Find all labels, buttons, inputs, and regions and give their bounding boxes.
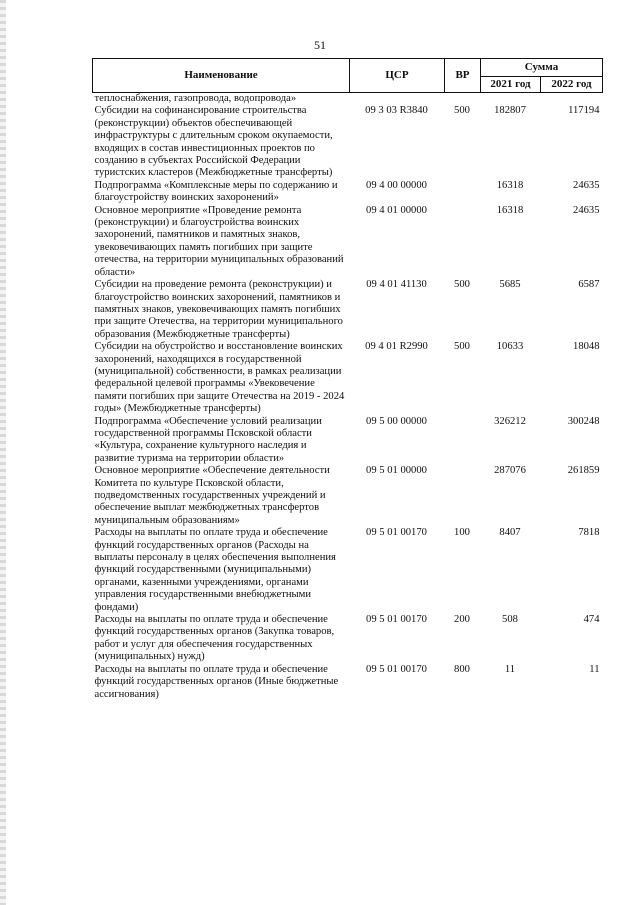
row-name: Подпрограмма «Обеспечение условий реализации государственной программы Псковской области «Культура, сохранение культурного наследия и развитие туризма на территории области»: [94, 415, 322, 464]
row-sum-2022: 11: [589, 663, 600, 675]
row-name: Расходы на выплаты по оплате труда и обеспечение функций государственных органов (Закупка товаров, работ и услуг для обеспечения государственных (муниципальных) нужд): [94, 614, 335, 663]
header-name: Наименование: [93, 59, 350, 93]
row-sum-2021: 287076: [494, 465, 526, 477]
row-csr: [350, 93, 445, 106]
row-name: теплоснабжения, газопровода, водопровода»: [94, 93, 297, 104]
row-csr: 09 5 01 00170: [366, 663, 427, 675]
row-name: Расходы на выплаты по оплате труда и обеспечение функций государственных органов (Иные бюджетные ассигнования): [94, 663, 339, 700]
row-vr: [445, 93, 481, 106]
row-sum-2021: 5685: [499, 279, 521, 291]
table-row: [93, 465, 603, 527]
row-sum-2022: 24635: [573, 204, 600, 216]
row-vr: 200: [454, 614, 470, 626]
row-csr: 09 5 00 00000: [366, 415, 427, 427]
row-sum-2021: [481, 93, 541, 106]
row-csr: 09 4 01 41130: [366, 279, 427, 291]
table-row: [93, 105, 603, 179]
row-vr: [445, 416, 481, 466]
header-year-2021: 2021 год: [481, 77, 541, 93]
table-row: [93, 180, 603, 205]
row-sum-2021: 508: [502, 614, 518, 626]
row-sum-2022: 6587: [578, 279, 600, 291]
scan-edge: [0, 0, 6, 905]
row-sum-2021: 8407: [499, 527, 521, 539]
row-csr: 09 5 01 00000: [366, 465, 427, 477]
header-csr: ЦСР: [350, 59, 445, 93]
row-sum-2021: 326212: [494, 415, 526, 427]
table-row: [93, 93, 603, 106]
row-vr: [445, 180, 481, 205]
table-row: [93, 341, 603, 415]
row-csr: 09 3 03 R3840: [365, 105, 428, 117]
row-csr: 09 5 01 00170: [366, 527, 427, 539]
table-row: [93, 416, 603, 466]
budget-table: [92, 58, 603, 701]
row-name: Основное мероприятие «Проведение ремонта (реконструкции) и благоустройства воинских захоронений, памятников и памятных знаков, увековечивающих память погибших при защите отечества, на территории муниципальных образований области»: [94, 204, 344, 278]
row-csr: 09 4 01 00000: [366, 204, 427, 216]
row-name: Основное мероприятие «Обеспечение деятельности Комитета по культуре Псковской области, подведомственных государственных учреждений и обеспечение выплат межбюджетных трансфертов муниципальным образованиям»: [94, 465, 330, 526]
row-sum-2022: 7818: [578, 527, 600, 539]
row-vr: 100: [454, 527, 470, 539]
row-sum-2021: 182807: [494, 105, 526, 117]
table-row: [93, 527, 603, 614]
row-sum-2022: 117194: [568, 105, 600, 117]
row-name: Расходы на выплаты по оплате труда и обеспечение функций государственных органов (Расходы на выплаты персоналу в целях обеспечения выполнения функций государственными (муниципальными) органами, казенными учреждениями, органами управления государственными внебюджетными фондами): [94, 527, 336, 613]
row-name: Подпрограмма «Комплексные меры по содержанию и благоустройству воинских захоронений»: [94, 179, 338, 204]
row-name: Субсидии на проведение ремонта (реконструкции) и благоустройство воинских захоронений, памятников и памятных знаков, увековечивающих память погибших при защите Отечества, на территории муниципального образования (Межбюджетные трансферты): [94, 279, 343, 340]
row-csr: 09 4 01 R2990: [365, 341, 428, 353]
page-number: 51: [314, 38, 326, 52]
row-sum-2021: 11: [504, 663, 516, 675]
row-sum-2022: 300248: [567, 415, 600, 427]
row-sum-2021: 16318: [496, 204, 524, 216]
row-sum-2022: 18048: [573, 341, 600, 353]
row-vr: 800: [454, 663, 470, 675]
header-year-2022: 2022 год: [541, 77, 603, 93]
table-body: [93, 93, 603, 701]
row-vr: 500: [454, 105, 470, 117]
row-sum-2022: 474: [583, 614, 600, 626]
row-sum-2022: 24635: [573, 179, 600, 191]
row-sum-2021: 16318: [496, 179, 524, 191]
table-row: [93, 279, 603, 341]
table-row: [93, 664, 603, 701]
header-sum: Сумма: [481, 59, 603, 77]
row-sum-2021: 10633: [496, 341, 524, 353]
table-row: [93, 205, 603, 279]
row-name: Субсидии на софинансирование строительства (реконструкции) объектов обеспечивающей инфраструктуры с длительным сроком окупаемости, входящих в состав инвестиционных проектов по созданию в субъектах Российской Федерации туристских кластеров (Межбюджетные трансферты): [94, 105, 333, 179]
row-vr: 500: [454, 279, 470, 291]
row-name: Субсидии на обустройство и восстановление воинских захоронений, находящихся в государственной (муниципальной) собственности, в рамках реализации федеральной целевой программы «Увековечение памяти погибших при защите Отечества на 2019 - 2024 годы» (Межбюджетные трансферты): [94, 341, 345, 415]
row-csr: 09 4 00 00000: [366, 179, 427, 191]
row-vr: [445, 205, 481, 279]
row-vr: 500: [454, 341, 470, 353]
table-row: [93, 614, 603, 664]
table-header: [93, 59, 603, 93]
row-sum-2022: [541, 93, 603, 106]
row-vr: [445, 465, 481, 527]
row-sum-2022: 261859: [567, 465, 600, 477]
row-csr: 09 5 01 00170: [366, 614, 427, 626]
header-vr: ВР: [445, 59, 481, 93]
